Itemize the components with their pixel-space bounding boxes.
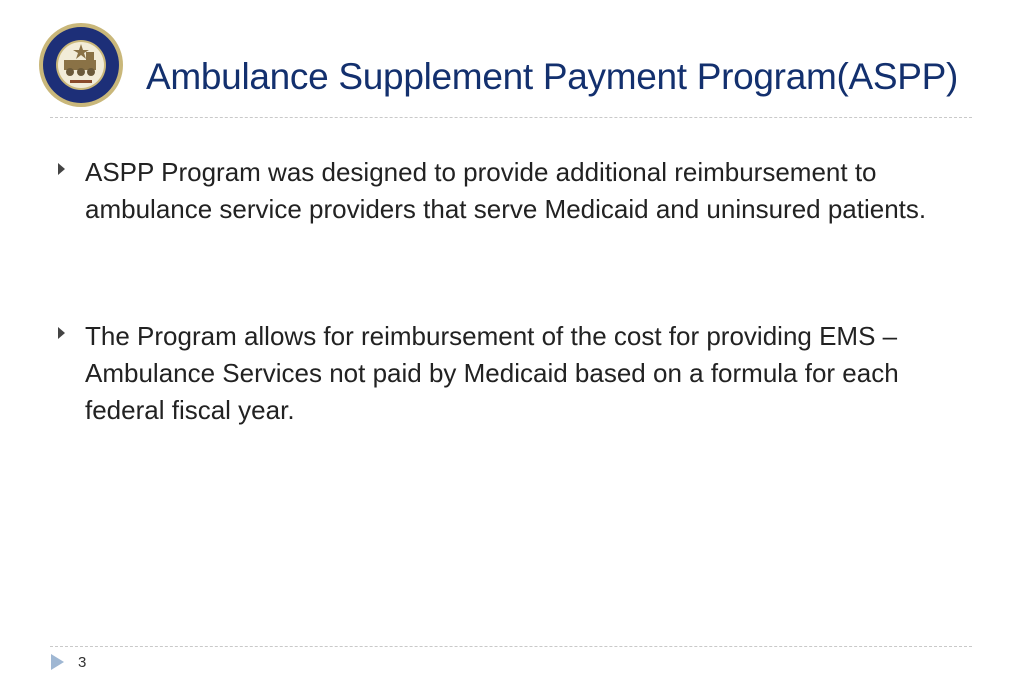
bullet-text: The Program allows for reimbursement of the cost for providing EMS – Ambulance Services not paid by Medicaid based on a formula for each federal fiscal year. [85,321,899,425]
bullet-arrow-icon [58,163,65,175]
bullet-item [58,154,978,228]
footer-arrow-icon [51,654,64,670]
bullet-arrow-icon [58,327,65,339]
page-number: 3 [78,654,87,671]
slide-title: Ambulance Supplement Payment Program(ASPP) [146,56,959,97]
footer-divider [50,646,972,647]
bullet-item [58,318,978,429]
bullet-text: ASPP Program was designed to provide additional reimbursement to ambulance service providers that serve Medicaid and uninsured patients. [85,157,927,224]
header-divider [50,117,972,118]
city-of-houston-seal-logo [38,22,124,108]
